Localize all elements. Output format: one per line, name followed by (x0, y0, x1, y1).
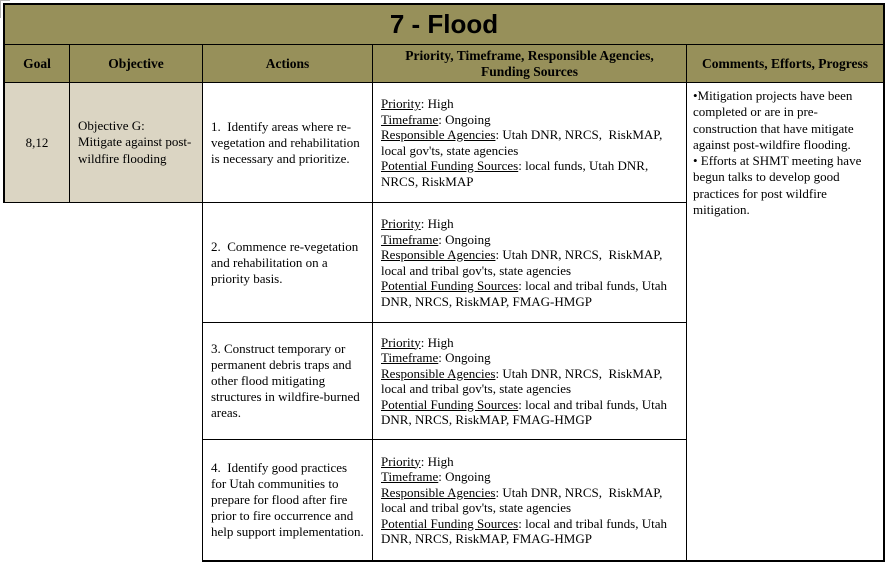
action-text: 4. Identify good practices for Utah communities to prepare for flood after fire prior to fire occurrence and help support implementation. (211, 460, 364, 539)
timeframe-label: Timeframe (381, 469, 439, 484)
column-header-goal-label: Goal (23, 55, 51, 71)
funding-value: : local and tribal funds, Utah DNR, NRCS, RiskMAP, FMAG-HMGP (381, 397, 670, 428)
timeframe-label: Timeframe (381, 350, 439, 365)
table-title (3, 3, 885, 45)
priority-value: : High (421, 335, 454, 350)
goal-cell (3, 83, 69, 203)
column-header-actions-label: Actions (265, 55, 310, 71)
action-cell-3 (202, 323, 372, 440)
column-header-comments (686, 45, 885, 83)
page-margin-corner-mark (0, 0, 1, 18)
funding-label: Potential Funding Sources (381, 515, 519, 531)
action-text: 2. Commence re-vegetation and rehabilitation on a priority basis. (211, 238, 362, 286)
comment-bullet-1: •Mitigation projects have been completed or are in pre-construction that have mitigate against post-wildfire flooding. (693, 88, 857, 152)
timeframe-value: : Ongoing (438, 232, 490, 247)
action-text: 1. Identify areas where re-vegetation and rehabilitation is necessary and prioritize. (211, 118, 363, 166)
column-header-priority (372, 45, 686, 83)
agencies-value: : Utah DNR, NRCS, RiskMAP, local and tribal gov'ts, state agencies (381, 247, 666, 278)
agencies-value: : Utah DNR, NRCS, RiskMAP, local and tribal gov'ts, state agencies (381, 485, 666, 516)
goal-value: 8,12 (25, 134, 49, 150)
column-header-objective (69, 45, 202, 83)
column-header-comments-label: Comments, Efforts, Progress (702, 55, 868, 71)
funding-value: : local funds, Utah DNR, NRCS, RiskMAP (381, 158, 651, 189)
priority-label: Priority (381, 216, 421, 231)
priority-line (381, 216, 680, 232)
comment-bullet-2: • Efforts at SHMT meeting have begun talks to develop good practices for post wildfire mitigation. (693, 153, 865, 218)
timeframe-value: : Ongoing (438, 469, 490, 484)
priority-cell-2 (372, 203, 686, 323)
timeframe-value: : Ongoing (438, 350, 490, 365)
priority-line (381, 335, 680, 351)
page-margin-corner-mark (0, 0, 10, 1)
funding-line (381, 397, 680, 428)
column-header-priority-label: Priority, Timeframe, Responsible Agencies, Funding Sources (405, 47, 654, 79)
timeframe-line (381, 112, 680, 128)
timeframe-label: Timeframe (381, 231, 439, 247)
funding-label: Potential Funding Sources (381, 278, 519, 293)
action-text: 3. Construct temporary or permanent debris traps and other flood mitigating structures in wildfire-burned areas. (211, 341, 363, 420)
agencies-label: Responsible Agencies (381, 247, 496, 262)
agencies-line (381, 485, 680, 516)
comments-cell (686, 83, 885, 562)
column-header-goal (3, 45, 69, 83)
timeframe-value: : Ongoing (438, 112, 490, 127)
agencies-label: Responsible Agencies (381, 484, 496, 500)
funding-line (381, 158, 680, 189)
action-cell-4 (202, 440, 372, 562)
column-header-objective-label: Objective (108, 55, 164, 71)
funding-line (381, 278, 680, 309)
agencies-label: Responsible Agencies (381, 127, 496, 142)
table-title-text: 7 - Flood (389, 9, 499, 39)
funding-line (381, 516, 680, 547)
agencies-value: : Utah DNR, NRCS, RiskMAP, local and tribal gov'ts, state agencies (381, 366, 666, 397)
priority-line (381, 96, 680, 112)
priority-line (381, 454, 680, 470)
timeframe-label: Timeframe (381, 111, 439, 127)
priority-value: : High (421, 216, 454, 231)
agencies-value: : Utah DNR, NRCS, RiskMAP, local gov'ts, state agencies (381, 127, 666, 158)
priority-cell-1 (372, 83, 686, 203)
action-cell-2 (202, 203, 372, 323)
funding-label: Potential Funding Sources (381, 158, 519, 173)
timeframe-line (381, 350, 680, 366)
priority-label: Priority (381, 453, 421, 469)
funding-value: : local and tribal funds, Utah DNR, NRCS, RiskMAP, FMAG-HMGP (381, 516, 670, 547)
priority-cell-4 (372, 440, 686, 562)
priority-value: : High (421, 96, 454, 111)
priority-cell-3 (372, 323, 686, 440)
priority-value: : High (421, 454, 454, 469)
agencies-line (381, 127, 680, 158)
column-header-actions (202, 45, 372, 83)
timeframe-line (381, 469, 680, 485)
objective-cell (69, 83, 202, 203)
funding-value: : local and tribal funds, Utah DNR, NRCS, RiskMAP, FMAG-HMGP (381, 278, 670, 309)
objective-value: Objective G: Mitigate against post-wildfire flooding (78, 117, 192, 166)
action-cell-1 (202, 83, 372, 203)
agencies-line (381, 247, 680, 278)
funding-label: Potential Funding Sources (381, 396, 519, 412)
priority-label: Priority (381, 96, 421, 111)
agencies-line (381, 366, 680, 397)
priority-label: Priority (381, 334, 421, 350)
timeframe-line (381, 232, 680, 248)
agencies-label: Responsible Agencies (381, 365, 496, 381)
